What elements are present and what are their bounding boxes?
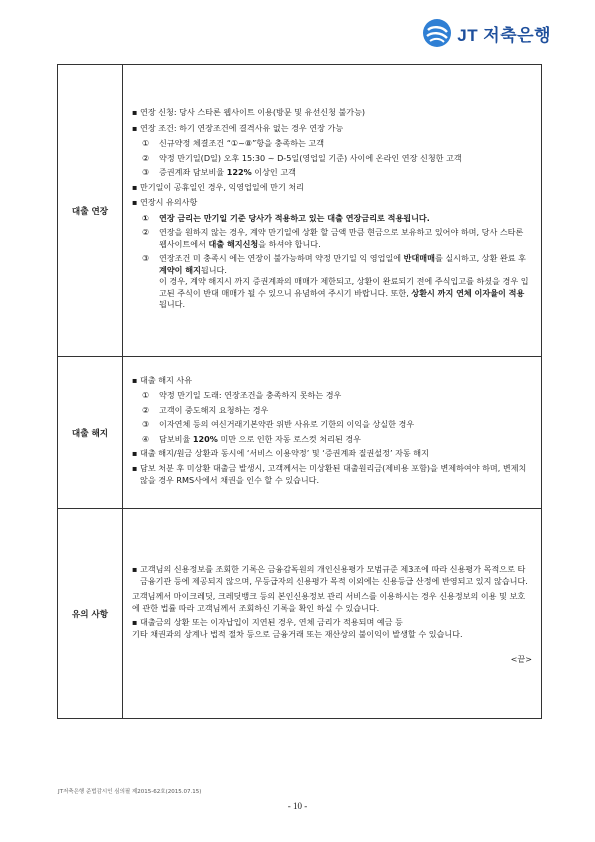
jt-logo-icon [422,18,452,48]
terms-table [57,64,542,719]
compliance-note: JT저축은행 준법감시인 심의필 제2015-62호(2015.07.15) [58,789,202,795]
numbered-item: ② 약정 만기일(D일) 오후 15:30 ~ D-5일(영업일 기준) 사이에 온라인 연장 신청한 고객 [142,152,462,163]
list-item: ▪ 만기일이 공휴일인 경우, 익영업일에 만기 처리 [132,182,532,193]
numbered-item: ③ 증권계좌 담보비율 122% 이상인 고객 [142,167,296,178]
numbered-item: ③ 이자연체 등의 여신거래기본약관 위반 사유로 기한의 이익을 상실한 경우 [142,419,415,430]
numbered-item: ① 연장 금리는 만기일 기준 당사가 적용하고 있는 대출 연장금리로 적용됩니다. [142,212,430,223]
numbered-item-continued: 이 경우, 계약 해지시 까지 증권계좌의 매매가 제한되고, 상환이 완료되기 전에 주식입고를 하셨을 경우 입고된 주식이 반대 매매가 될 수 있으니 유념하여 주시기 바랍니다. 또한, 상환시 까지 연체 이자율이 적용됩니다. [159,276,529,310]
numbered-item: ① 신규약정 체결조건 “①~⑧”항을 충족하는 고객 [142,138,325,149]
table-row [58,65,542,357]
list-item: ▪ 대출금의 상환 또는 이자납입이 지연된 경우, 연체 금리가 적용되며 예금 등 [132,617,532,628]
row-content-notice [123,509,542,719]
table-row [58,509,542,719]
table-row [58,357,542,509]
row-label-extension: 대출 연장 [58,65,123,357]
numbered-item: ③ 연장조건 미 충족시 에는 연장이 불가능하며 약정 만기일 익 영업일에 반대매매를 실시하고, 상환 완료 후 계약이 해지됩니다. [142,253,526,275]
logo-text: JT 저축은행 [457,25,551,45]
numbered-item: ② 연장을 원하지 않는 경우, 계약 만기일에 상환 할 금액 만큼 현금으로 보유하고 있어야 하며, 당사 스타론 웹사이트에서 대출 해지신청을 하셔야 합니다. [142,227,524,249]
list-item: ▪ 대출 해지 사유 [132,375,532,386]
paragraph: 기타 채권과의 상계나 법적 절차 등으로 금융거래 또는 재산상의 불이익이 발생할 수 있습니다. [132,628,463,639]
numbered-item: ① 약정 만기일 도래: 연장조건을 충족하지 못하는 경우 [142,390,342,401]
paragraph: 고객님께서 마이크레딧, 크레딧뱅크 등의 본인신용정보 관리 서비스를 이용하시는 경우 신용정보의 이용 및 보호에 관한 법률 따라 고객님께서 조회하신 기록을 확인 하실 수 있습니다. [132,591,526,613]
row-label-notice: 유의 사항 [58,509,123,719]
list-item: ▪ 연장 조건: 하기 연장조건에 결격사유 없는 경우 연장 가능 [132,123,532,134]
list-item: ▪ 대출 해지/원금 상환과 동시에 ‘서비스 이용약정’ 및 ‘증권계좌 질권설정’ 자동 해지 [132,448,532,459]
page-number: - 10 - [287,801,308,811]
row-label-termination: 대출 해지 [58,357,123,509]
list-item: ▪ 고객님의 신용정보를 조회한 기록은 금융감독원의 개인신용평가 모범규준 제3조에 따라 신용평가 목적으로 타 금융기관 등에 제공되지 않으며, 무등급자의 신용평가 목적 이외에는 신용등급 산정에 반영되고 있지 않습니다. [132,564,532,587]
list-item: ▪ 연장 신청: 당사 스타론 웹사이트 이용(방문 및 유선신청 불가능) [132,107,532,118]
numbered-item: ② 고객이 중도해지 요청하는 경우 [142,404,269,415]
row-content-extension [123,65,542,357]
end-mark: <끝> [510,654,532,665]
brand-logo [422,18,551,48]
list-item: ▪ 담보 처분 후 미상환 대출금 발생시, 고객께서는 미상환된 대출원리금(제비용 포함)을 변제하여야 하며, 변제치 않을 경우 RMS사에서 채권을 인수 할 수 있습니다. [132,463,532,486]
numbered-item: ④ 담보비율 120% 미만 으로 인한 자동 로스컷 처리된 경우 [142,433,361,444]
row-content-termination [123,357,542,509]
list-item: ▪ 연장시 유의사항 [132,197,532,208]
